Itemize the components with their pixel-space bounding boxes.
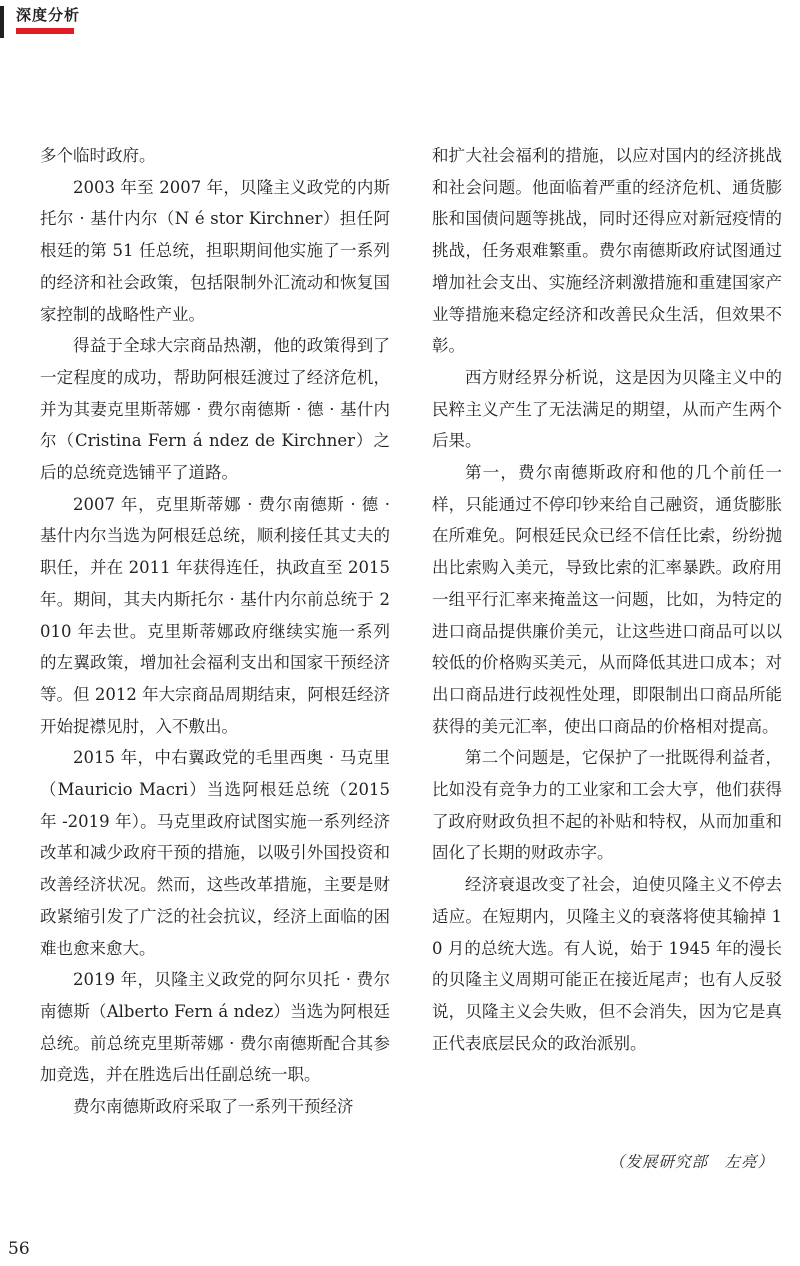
- paragraph: 和扩大社会福利的措施，以应对国内的经济挑战和社会问题。他面临着严重的经济危机、通货膨胀和国债问题等挑战，同时还得应对新冠疫情的挑战，任务艰难繁重。费尔南德斯政府试图通过增加社会支出、实施经济刺激措施和重建国家产业等措施来稳定经济和改善民众生活，但效果不彰。: [432, 146, 782, 356]
- header-bar-marker: [0, 6, 4, 38]
- paragraph: 2003 年至 2007 年，贝隆主义政党的内斯托尔 · 基什内尔（N é stor Kirchner）担任阿根廷的第 51 任总统，担职期间他实施了一系列的经济和社会政策，包括限制外汇流动和恢复国家控制的战略性产业。: [40, 177, 390, 324]
- article-column-right: [432, 140, 782, 1059]
- paragraph: 2019 年，贝隆主义政党的阿尔贝托 · 费尔南德斯（Alberto Fern á ndez）当选为阿根廷总统。前总统克里斯蒂娜 · 费尔南德斯配合其参加竞选，并在胜选后出任副总统一职。: [40, 970, 390, 1085]
- paragraph: 经济衰退改变了社会，迫使贝隆主义不停去适应。在短期内，贝隆主义的衰落将使其输掉 10 月的总统大选。有人说，始于 1945 年的漫长的贝隆主义周期可能正在接近尾声；也有人反驳说，贝隆主义会失败，但不会消失，因为它是真正代表底层民众的政治派别。: [432, 875, 782, 1053]
- paragraph: 西方财经界分析说，这是因为贝隆主义中的民粹主义产生了无法满足的期望，从而产生两个后果。: [432, 367, 782, 451]
- author-byline: （发展研究部 左亮）: [608, 1153, 774, 1171]
- paragraph: 2015 年，中右翼政党的毛里西奥 · 马克里（Mauricio Macri）当选阿根廷总统（2015 年 -2019 年）。马克里政府试图实施一系列经济改革和减少政府干预的措施，以吸引外国投资和改善经济状况。然而，这些改革措施，主要是财政紧缩引发了广泛的社会抗议，经济上面临的困难也愈来愈大。: [40, 748, 390, 958]
- paragraph: 得益于全球大宗商品热潮，他的政策得到了一定程度的成功，帮助阿根廷渡过了经济危机，并为其妻克里斯蒂娜 · 费尔南德斯 · 德 · 基什内尔（Cristina Fern á ndez de Kirchner）之后的总统竞选铺平了道路。: [40, 336, 390, 483]
- paragraph: 费尔南德斯政府采取了一系列干预经济: [73, 1097, 354, 1117]
- paragraph: 多个临时政府。: [40, 146, 156, 165]
- paragraph: 第二个问题是，它保护了一批既得利益者，比如没有竞争力的工业家和工会大亨，他们获得了政府财政负担不起的补贴和特权，从而加重和固化了长期的财政赤字。: [432, 748, 782, 863]
- section-label: 深度分析: [16, 6, 81, 24]
- article-column-left: [40, 140, 390, 1123]
- paragraph: 第一，费尔南德斯政府和他的几个前任一样，只能通过不停印钞来给自己融资，通货膨胀在所难免。阿根廷民众已经不信任比索，纷纷抛出比索购入美元，导致比索的汇率暴跌。政府用一组平行汇率来掩盖这一问题，比如，为特定的进口商品提供廉价美元，让这些进口商品可以以较低的价格购买美元，从而降低其进口成本；对出口商品进行歧视性处理，即限制出口商品所能获得的美元汇率，使出口商品的价格相对提高。: [432, 463, 782, 736]
- section-label-underline: [16, 28, 74, 34]
- page-number: 56: [8, 1239, 30, 1259]
- paragraph: 2007 年，克里斯蒂娜 · 费尔南德斯 · 德 · 基什内尔当选为阿根廷总统，顺利接任其丈夫的职任，并在 2011 年获得连任，执政直至 2015 年。期间，其夫内斯托尔 · 基什内尔前总统于 2010 年去世。克里斯蒂娜政府继续实施一系列的左翼政策，增加社会福利支出和国家干预经济等。但 2012 年大宗商品周期结束，阿根廷经济开始捉襟见肘，入不敷出。: [40, 494, 390, 736]
